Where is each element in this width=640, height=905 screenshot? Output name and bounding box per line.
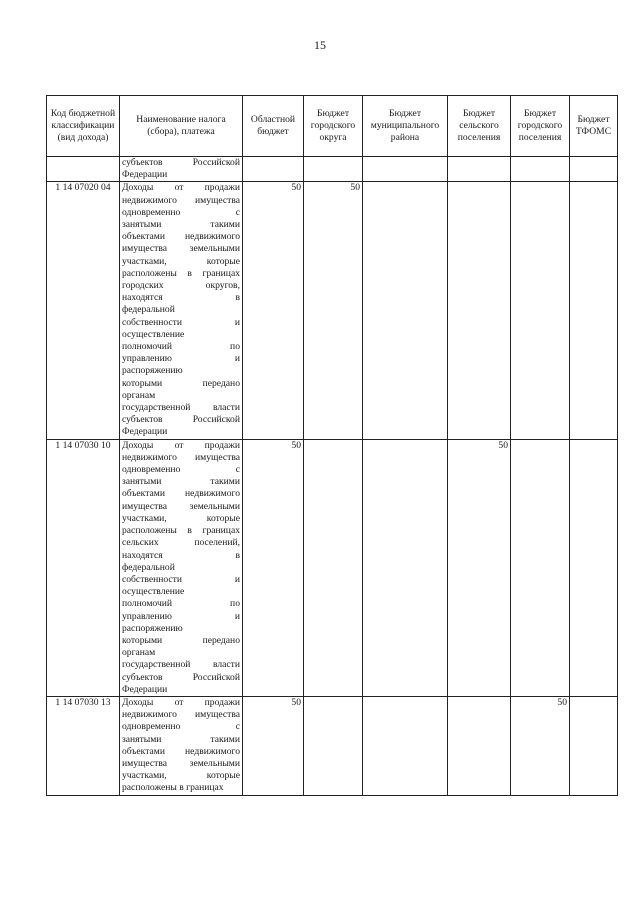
table-header-row [47, 96, 618, 157]
tax-name-line: сельских поселений, [122, 537, 240, 549]
tax-name-line: государственной власти [122, 659, 240, 671]
tax-name-line: полномочий по [122, 341, 240, 353]
urban-settlement-budget-value [511, 439, 570, 696]
tfoms-budget-value [570, 182, 618, 439]
tax-name-line: которыми передано [122, 377, 240, 389]
city-district-budget-value: 50 [304, 182, 363, 439]
tax-name-line: управлению и [122, 353, 240, 365]
tax-name-line: одновременно с [122, 206, 240, 218]
tax-name-line: распоряжению [122, 622, 183, 634]
tax-name-line: федеральной [122, 561, 175, 573]
tax-name-line: субъектов Российской [122, 671, 240, 683]
tax-name-line: имущества земельными [122, 757, 240, 769]
tax-name-line: занятыми такими [122, 476, 240, 488]
header-regional-budget: Областной бюджет [243, 96, 304, 157]
tax-name-line: участками, которые [122, 770, 240, 782]
tax-name-line: которыми передано [122, 634, 240, 646]
urban-settlement-budget-value [511, 157, 570, 182]
tfoms-budget-value [570, 157, 618, 182]
tax-name-line: городских округов, [122, 280, 240, 292]
tax-name-line: находятся в [122, 549, 240, 561]
tax-name-line: государственной власти [122, 402, 240, 414]
municipal-district-budget-value [363, 157, 448, 182]
tfoms-budget-value [570, 439, 618, 696]
tax-name-line: федеральной [122, 304, 175, 316]
tax-name-line: органам [122, 647, 156, 659]
header-urban-settlement-budget: Бюджет городского поселения [511, 96, 570, 157]
regional-budget-value: 50 [243, 696, 304, 795]
tax-name-line: находятся в [122, 292, 240, 304]
rural-settlement-budget-value [448, 157, 511, 182]
tax-name-line: осуществление [122, 328, 185, 340]
tax-name-line: занятыми такими [122, 733, 240, 745]
tax-name-line: объектами недвижимого [122, 745, 240, 757]
municipal-district-budget-value [363, 182, 448, 439]
tax-name-line: недвижимого имущества [122, 451, 240, 463]
tax-name-line: распоряжению [122, 365, 183, 377]
budget-revenue-table [46, 95, 618, 796]
tax-name-line: расположены в границах [122, 267, 240, 279]
tax-name-line: участками, которые [122, 512, 240, 524]
table-row [47, 182, 618, 439]
tax-name-line: собственности и [122, 316, 240, 328]
tax-name-line: субъектов Российской [122, 414, 240, 426]
regional-budget-value: 50 [243, 439, 304, 696]
tax-name-line: одновременно с [122, 721, 240, 733]
tax-name-line: субъектов Российской [122, 157, 240, 168]
city-district-budget-value [304, 157, 363, 182]
budget-classification-code [47, 157, 120, 182]
budget-classification-code: 1 14 07030 13 [47, 696, 120, 795]
tax-name-line: органам [122, 389, 156, 401]
header-tfoms-budget: Бюджет ТФОМС [570, 96, 618, 157]
header-rural-settlement-budget: Бюджет сельского поселения [448, 96, 511, 157]
tax-name-line: расположены в границах [122, 782, 224, 794]
tax-name-line: имущества земельными [122, 500, 240, 512]
regional-budget-value: 50 [243, 182, 304, 439]
tax-name-line: недвижимого имущества [122, 194, 240, 206]
tax-name-line: недвижимого имущества [122, 709, 240, 721]
tax-name-line: занятыми такими [122, 219, 240, 231]
budget-classification-code: 1 14 07030 10 [47, 439, 120, 696]
tax-name-line: полномочий по [122, 598, 240, 610]
rural-settlement-budget-value: 50 [448, 439, 511, 696]
city-district-budget-value [304, 439, 363, 696]
page-number: 15 [314, 38, 326, 52]
urban-settlement-budget-value [511, 182, 570, 439]
tfoms-budget-value [570, 696, 618, 795]
header-tax-name: Наименование налога (сбора), платежа [120, 96, 243, 157]
tax-name-line: объектами недвижимого [122, 488, 240, 500]
city-district-budget-value [304, 696, 363, 795]
tax-name-line: Федерации [122, 426, 168, 438]
tax-name-line: осуществление [122, 586, 185, 598]
tax-name-line: собственности и [122, 573, 240, 585]
tax-name-line: объектами недвижимого [122, 231, 240, 243]
municipal-district-budget-value [363, 439, 448, 696]
tax-name-line: участками, которые [122, 255, 240, 267]
header-municipal-district-budget: Бюджет муниципального района [363, 96, 448, 157]
tax-name-line: Федерации [122, 169, 168, 181]
tax-name-line: имущества земельными [122, 243, 240, 255]
table-row [47, 439, 618, 696]
tax-name-line: Доходы от продажи [122, 182, 240, 194]
tax-name-cell [120, 182, 243, 439]
municipal-district-budget-value [363, 696, 448, 795]
tax-name-line: Доходы от продажи [122, 439, 240, 451]
header-code: Код бюджетной классификации (вид дохода) [47, 96, 120, 157]
table-row [47, 696, 618, 795]
tax-name-cell [120, 439, 243, 696]
tax-name-line: расположены в границах [122, 525, 240, 537]
tax-name-line: одновременно с [122, 464, 240, 476]
rural-settlement-budget-value [448, 182, 511, 439]
regional-budget-value [243, 157, 304, 182]
tax-name-line: управлению и [122, 610, 240, 622]
urban-settlement-budget-value: 50 [511, 696, 570, 795]
table-row [47, 157, 618, 182]
rural-settlement-budget-value [448, 696, 511, 795]
header-city-district-budget: Бюджет городского округа [304, 96, 363, 157]
tax-name-cell [120, 157, 243, 182]
tax-name-cell [120, 696, 243, 795]
budget-classification-code: 1 14 07020 04 [47, 182, 120, 439]
tax-name-line: Федерации [122, 683, 168, 695]
table-body [47, 157, 618, 796]
tax-name-line: Доходы от продажи [122, 696, 240, 708]
